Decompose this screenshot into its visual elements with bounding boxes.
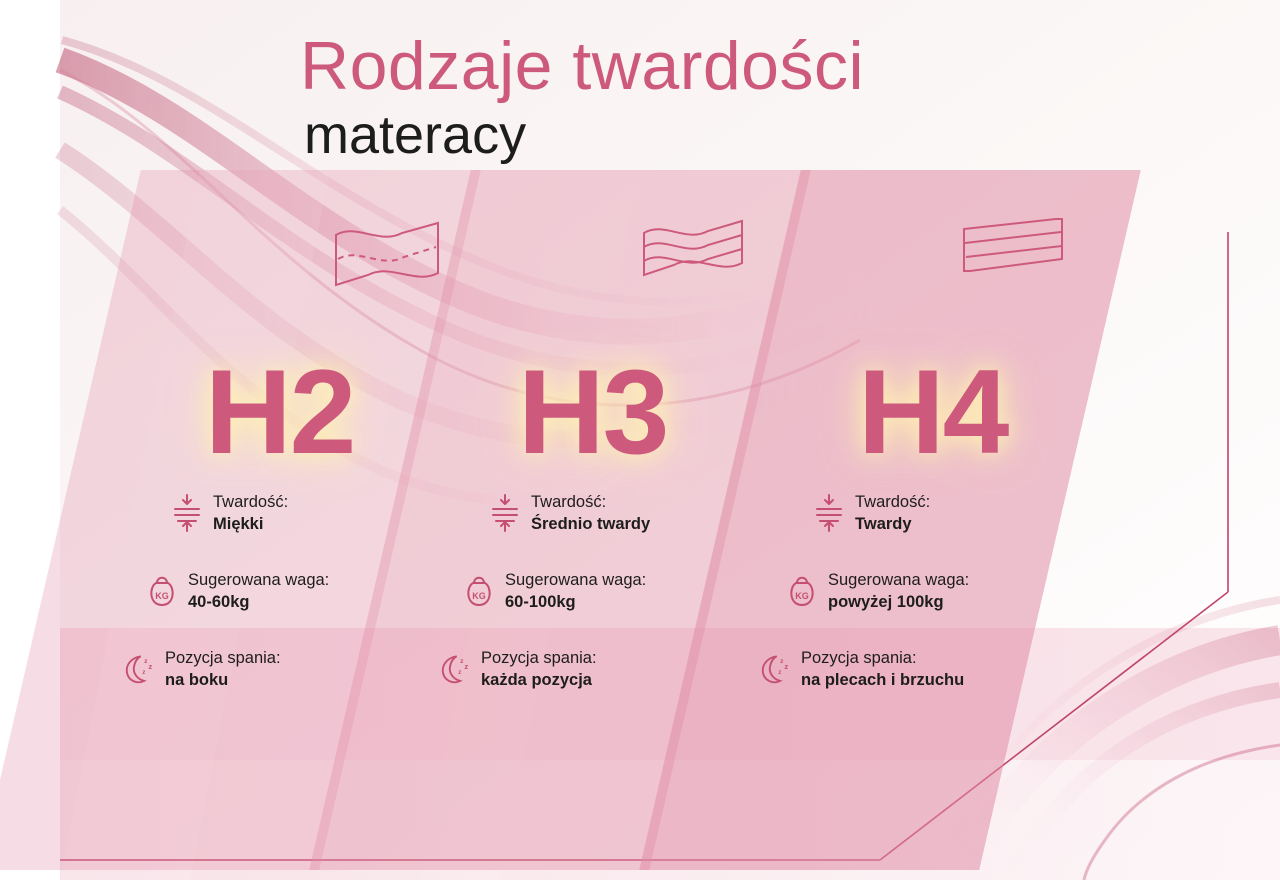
weight-value-h4: powyżej 100kg (828, 593, 944, 611)
svg-text:z: z (784, 662, 789, 671)
spec-position-h3 (438, 648, 597, 690)
moon-zzz-icon (438, 649, 472, 689)
svg-text:z: z (460, 658, 464, 666)
title-sub: materacy (304, 105, 527, 165)
hardness-code-h4: H4 (858, 345, 1008, 479)
kettlebell-kg-icon (145, 571, 179, 611)
hardness-arrows-icon (812, 493, 846, 533)
spec-position-h4 (758, 648, 964, 690)
hardness-label: Twardość: (855, 493, 931, 511)
svg-text:KG: KG (155, 591, 169, 601)
position-label: Pozycja spania: (481, 649, 597, 667)
column-h3 (458, 170, 830, 870)
column-h4 (778, 170, 1150, 870)
spec-hardness-h4 (812, 492, 930, 534)
moon-zzz-icon (122, 649, 156, 689)
hardness-label: Twardość: (531, 493, 607, 511)
spec-weight-h2 (145, 570, 329, 612)
spec-position-h2 (122, 648, 281, 690)
hardness-label: Twardość: (213, 493, 289, 511)
hardness-value-h4: Twardy (855, 515, 912, 533)
svg-text:z: z (780, 658, 784, 666)
hardness-arrows-icon (170, 493, 204, 533)
svg-text:z: z (148, 662, 153, 671)
position-label: Pozycja spania: (801, 649, 917, 667)
kettlebell-kg-icon (785, 571, 819, 611)
kettlebell-kg-icon (462, 571, 496, 611)
svg-text:KG: KG (472, 591, 486, 601)
mattress-icon (638, 215, 748, 300)
mattress-icon (328, 215, 446, 306)
moon-zzz-icon (758, 649, 792, 689)
column-h2 (142, 170, 510, 870)
weight-value-h2: 40-60kg (188, 593, 250, 611)
position-label: Pozycja spania: (165, 649, 281, 667)
svg-text:KG: KG (795, 591, 809, 601)
hardness-code-h2: H2 (205, 345, 355, 479)
svg-text:z: z (778, 670, 782, 677)
weight-label: Sugerowana waga: (505, 571, 647, 589)
weight-value-h3: 60-100kg (505, 593, 576, 611)
title-main: Rodzaje twardości (300, 28, 865, 104)
weight-label: Sugerowana waga: (828, 571, 970, 589)
spec-hardness-h2 (170, 492, 288, 534)
hardness-value-h2: Miękki (213, 515, 264, 533)
position-value-h3: każda pozycja (481, 671, 592, 689)
page-title (300, 28, 864, 164)
mattress-icon (960, 215, 1066, 296)
position-value-h2: na boku (165, 671, 229, 689)
svg-text:z: z (464, 662, 469, 671)
svg-text:z: z (142, 670, 146, 677)
hardness-arrows-icon (488, 493, 522, 533)
weight-label: Sugerowana waga: (188, 571, 330, 589)
spec-weight-h3 (462, 570, 646, 612)
svg-text:z: z (144, 658, 148, 666)
position-value-h4: na plecach i brzuchu (801, 671, 965, 689)
hardness-code-h3: H3 (518, 345, 668, 479)
spec-hardness-h3 (488, 492, 650, 534)
svg-text:z: z (458, 670, 462, 677)
hardness-value-h3: Średnio twardy (531, 515, 651, 533)
spec-weight-h4 (785, 570, 969, 612)
